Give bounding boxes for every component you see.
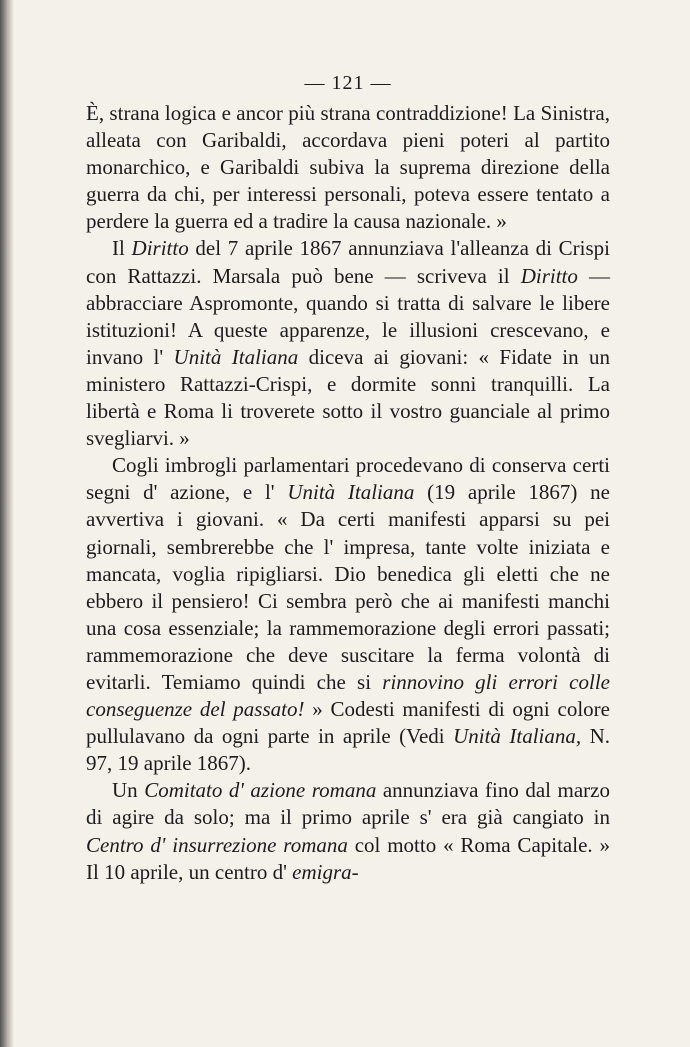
italic-run: Unità Italiana,: [453, 724, 582, 749]
text-run: del 7 aprile 1867 annunziava l'alleanza di Crispi con Rattazzi. Marsala può bene — scriveva il: [86, 236, 610, 288]
italic-run: Diritto: [520, 263, 578, 288]
italic-run: emigra-: [292, 859, 359, 884]
text-run: » Codesti manifesti di ogni colore pullulavano da ogni parte in aprile (Vedi: [86, 697, 610, 749]
text-run: Il: [112, 236, 132, 261]
text-run: diceva ai giovani: « Fidate in un ministero Rattazzi-Crispi, e dormite sonni tranquilli. La libertà e Roma li troverete sotto il vostro guanciale al primo svegliarvi. »: [86, 344, 610, 451]
book-page: [86, 66, 610, 886]
page-number: — 121 —: [304, 72, 392, 94]
italic-run: Unità Italiana: [287, 480, 415, 505]
text-run: col motto « Roma Capitale. » Il 10 aprile, un centro d': [86, 832, 611, 884]
italic-run: rinnovino gli errori colle conseguenze del passato!: [86, 669, 610, 722]
paragraph-3: [86, 452, 610, 777]
text-run: N. 97, 19 aprile 1867).: [86, 724, 610, 776]
italic-run: Diritto: [131, 236, 189, 261]
paragraph-2: [86, 235, 610, 452]
italic-run: Comitato d' azione romana: [144, 778, 377, 803]
paragraph-1: [86, 100, 610, 235]
paragraph-4: [86, 777, 610, 885]
italic-run: Centro d' insurrezione romana: [86, 832, 348, 857]
text-run: È, strana logica e ancor più strana contraddizione! La Sinistra, alleata con Garibaldi, accordava pieni poteri al partito monarchico, e Garibaldi subiva la suprema direzione della guerra da chi, per interessi personali, poteva essere tentato a perdere la guerra ed a tradire la causa nazionale. »: [86, 101, 610, 234]
text-run: (19 aprile 1867) ne avvertiva i giovani. « Da certi manifesti apparsi su pei giornali, sembrerebbe che l' impresa, tante volte iniziata e mancata, voglia ripigliarsi. Dio benedica gli eletti che ne ebbero il pensiero! Ci sembra però che ai manifesti manchi una cosa essenziale; la rammemorazione degli errori passati; rammemorazione che deve suscitare la ferma volontà di evitarli. Temiamo quindi che si: [86, 480, 610, 694]
text-run: annunziava fino dal marzo di agire da solo; ma il primo aprile s' era già cangiato in: [86, 778, 610, 830]
page-binding-edge: [0, 0, 14, 1047]
text-run: Un: [112, 778, 145, 803]
text-run: Cogli imbrogli parlamentari procedevano di conserva certi segni d' azione, e l': [86, 453, 610, 505]
text-run: — abbracciare Aspromonte, quando si tratta di salvare le libere istituzioni! A queste apparenze, le illusioni crescevano, e invano l': [86, 263, 611, 369]
italic-run: Unità Italiana: [173, 344, 299, 369]
body-text: [86, 100, 610, 886]
